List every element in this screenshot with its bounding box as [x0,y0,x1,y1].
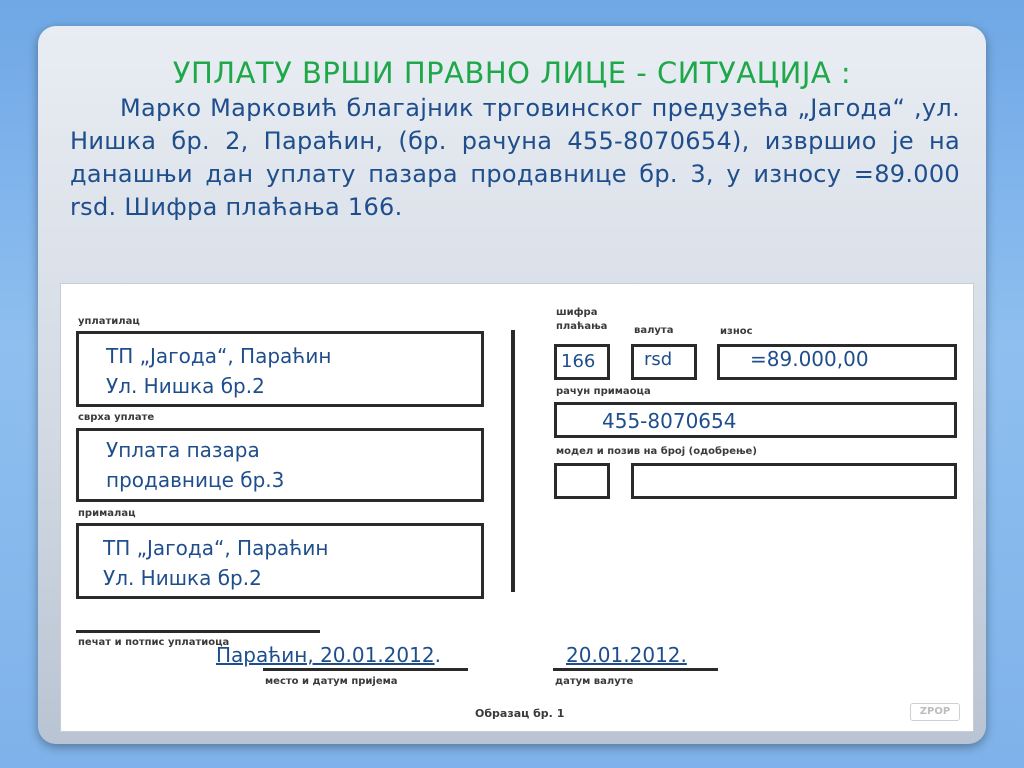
currency-value: rsd [644,349,673,370]
place-date-dot: . [434,643,441,667]
recipient-line2: Ул. Нишка бр.2 [103,566,262,590]
account-value: 455-8070654 [602,409,737,433]
payment-code-value: 166 [561,351,596,372]
value-date-text: 20.01.2012. [566,643,687,667]
purpose-line2: продавнице бр.3 [106,468,285,492]
signature-line [76,630,320,633]
reference-box[interactable] [631,463,957,499]
model-box[interactable] [554,463,610,499]
place-date-value [216,640,441,670]
slide-paragraph: Марко Марковић благајник трговинског предузећа „Јагода“ ,ул. Нишка бр. 2, Параћин, (бр. рачуна 455-8070654), извршио је на данашњи дан уплату пазара продавнице бр. 3, у износу =89.000 rsd. Шифра плаћања 166. [70,94,960,221]
amount-value: =89.000,00 [750,347,869,371]
label-model: модел и позив на број (одобрење) [556,446,757,457]
payer-line1: ТП „Јагода“, Параћин [106,344,332,368]
place-date-line [263,668,468,671]
recipient-line1: ТП „Јагода“, Параћин [103,536,329,560]
label-currency: валута [634,325,674,336]
purpose-line1: Уплата пазара [106,438,260,462]
label-value-date: датум валуте [555,676,634,687]
label-payer: уплатилац [78,316,140,327]
label-recipient-account: рачун примаоца [556,386,651,397]
label-purpose: сврха уплате [78,412,155,423]
value-date-value [566,640,687,670]
slide-title: УПЛАТУ ВРШИ ПРАВНО ЛИЦЕ - СИТУАЦИЈА : [172,56,852,90]
label-recipient: прималац [78,508,136,519]
place-date-text: Параћин, 20.01.2012 [216,643,435,667]
form-number: Образац бр. 1 [475,707,565,720]
label-payment-code-2: плаћања [556,321,608,332]
payer-line2: Ул. Нишка бр.2 [106,374,265,398]
value-date-line [553,668,718,671]
label-payment-code-1: шифра [556,307,598,318]
zpop-logo: ZPOP [910,703,960,721]
label-amount: износ [720,326,753,337]
column-divider [511,330,515,592]
label-signature: печат и потпис уплатиоца [78,637,230,648]
label-place-date: место и датум пријема [265,676,398,687]
